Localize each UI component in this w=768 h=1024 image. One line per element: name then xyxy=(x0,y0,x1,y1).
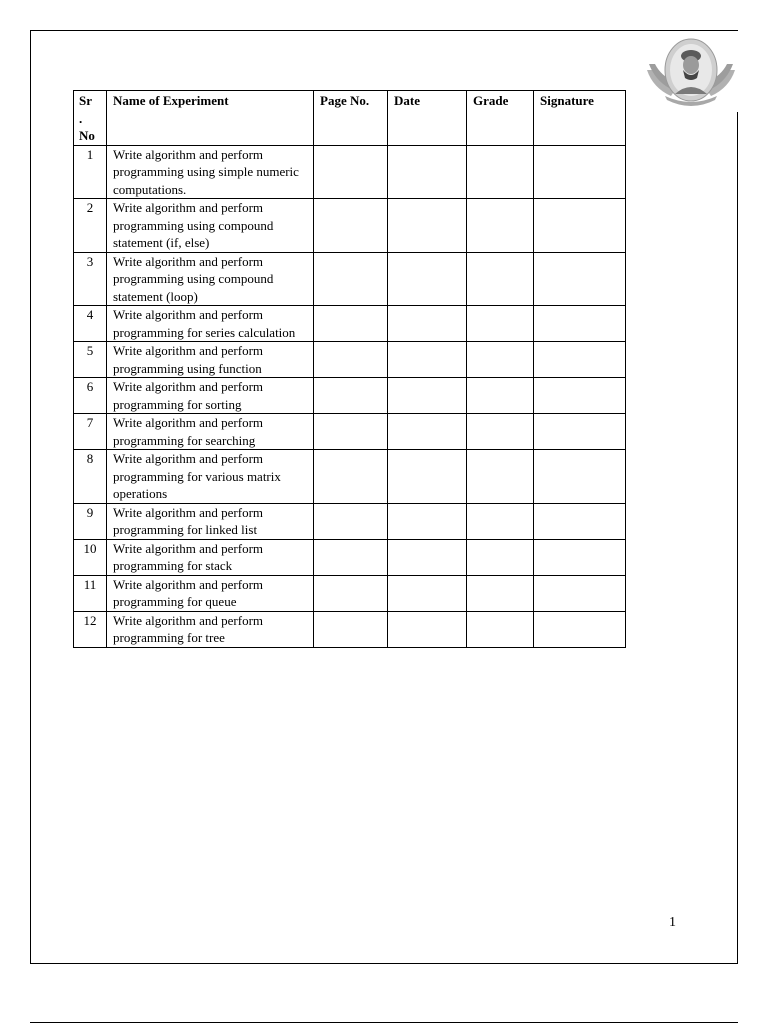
row-page-no-cell xyxy=(314,199,388,253)
row-page-no-cell xyxy=(314,503,388,539)
table-row xyxy=(74,611,626,647)
row-date-cell xyxy=(388,306,467,342)
row-date-cell xyxy=(388,503,467,539)
row-signature-cell xyxy=(534,414,626,450)
row-page-no-cell xyxy=(314,611,388,647)
row-grade-cell xyxy=(467,450,534,504)
row-sr-no: 2 xyxy=(74,199,107,253)
table-row xyxy=(74,575,626,611)
table-row xyxy=(74,378,626,414)
row-sr-no: 3 xyxy=(74,252,107,306)
row-grade-cell xyxy=(467,539,534,575)
row-signature-cell xyxy=(534,306,626,342)
header-name-of-experiment: Name of Experiment xyxy=(107,91,314,146)
row-date-cell xyxy=(388,450,467,504)
table-row xyxy=(74,199,626,253)
row-page-no-cell xyxy=(314,539,388,575)
header-signature: Signature xyxy=(534,91,626,146)
row-date-cell xyxy=(388,199,467,253)
row-grade-cell xyxy=(467,199,534,253)
row-date-cell xyxy=(388,414,467,450)
row-grade-cell xyxy=(467,252,534,306)
row-sr-no: 1 xyxy=(74,145,107,199)
row-signature-cell xyxy=(534,539,626,575)
row-grade-cell xyxy=(467,414,534,450)
table-row xyxy=(74,414,626,450)
row-grade-cell xyxy=(467,611,534,647)
row-sr-no: 9 xyxy=(74,503,107,539)
table-row xyxy=(74,145,626,199)
row-date-cell xyxy=(388,342,467,378)
row-date-cell xyxy=(388,575,467,611)
experiments-table xyxy=(73,90,626,648)
bottom-rule xyxy=(30,1022,738,1023)
row-experiment-name: Write algorithm and perform programming using compound statement (loop) xyxy=(107,252,314,306)
row-experiment-name: Write algorithm and perform programming for various matrix operations xyxy=(107,450,314,504)
row-sr-no: 12 xyxy=(74,611,107,647)
row-page-no-cell xyxy=(314,450,388,504)
row-signature-cell xyxy=(534,503,626,539)
row-page-no-cell xyxy=(314,414,388,450)
row-page-no-cell xyxy=(314,252,388,306)
row-signature-cell xyxy=(534,342,626,378)
table-row xyxy=(74,450,626,504)
page-number: 1 xyxy=(669,915,676,930)
row-page-no-cell xyxy=(314,306,388,342)
row-signature-cell xyxy=(534,199,626,253)
header-page-no: Page No. xyxy=(314,91,388,146)
row-signature-cell xyxy=(534,575,626,611)
row-experiment-name: Write algorithm and perform programming for searching xyxy=(107,414,314,450)
row-experiment-name: Write algorithm and perform programming for stack xyxy=(107,539,314,575)
row-grade-cell xyxy=(467,145,534,199)
row-date-cell xyxy=(388,378,467,414)
row-signature-cell xyxy=(534,145,626,199)
row-date-cell xyxy=(388,611,467,647)
table-row xyxy=(74,306,626,342)
page-right-border xyxy=(737,112,738,964)
row-sr-no: 5 xyxy=(74,342,107,378)
header-date: Date xyxy=(388,91,467,146)
row-sr-no: 7 xyxy=(74,414,107,450)
row-grade-cell xyxy=(467,342,534,378)
row-page-no-cell xyxy=(314,378,388,414)
row-sr-no: 6 xyxy=(74,378,107,414)
row-sr-no: 8 xyxy=(74,450,107,504)
row-date-cell xyxy=(388,252,467,306)
row-date-cell xyxy=(388,539,467,575)
row-grade-cell xyxy=(467,378,534,414)
table-row xyxy=(74,252,626,306)
header-grade: Grade xyxy=(467,91,534,146)
row-page-no-cell xyxy=(314,342,388,378)
row-signature-cell xyxy=(534,378,626,414)
table-header-row xyxy=(74,91,626,146)
row-experiment-name: Write algorithm and perform programming using compound statement (if, else) xyxy=(107,199,314,253)
row-experiment-name: Write algorithm and perform programming for linked list xyxy=(107,503,314,539)
header-sr-no: Sr . No xyxy=(74,91,107,146)
row-date-cell xyxy=(388,145,467,199)
row-grade-cell xyxy=(467,306,534,342)
row-experiment-name: Write algorithm and perform programming using simple numeric computations. xyxy=(107,145,314,199)
row-grade-cell xyxy=(467,503,534,539)
row-experiment-name: Write algorithm and perform programming for sorting xyxy=(107,378,314,414)
row-experiment-name: Write algorithm and perform programming for series calculation xyxy=(107,306,314,342)
row-signature-cell xyxy=(534,450,626,504)
university-emblem-icon xyxy=(645,34,737,110)
row-experiment-name: Write algorithm and perform programming for tree xyxy=(107,611,314,647)
row-sr-no: 11 xyxy=(74,575,107,611)
row-experiment-name: Write algorithm and perform programming for queue xyxy=(107,575,314,611)
row-sr-no: 4 xyxy=(74,306,107,342)
table-row xyxy=(74,342,626,378)
row-grade-cell xyxy=(467,575,534,611)
row-signature-cell xyxy=(534,611,626,647)
row-page-no-cell xyxy=(314,145,388,199)
row-sr-no: 10 xyxy=(74,539,107,575)
table-row xyxy=(74,503,626,539)
row-page-no-cell xyxy=(314,575,388,611)
table-row xyxy=(74,539,626,575)
row-signature-cell xyxy=(534,252,626,306)
row-experiment-name: Write algorithm and perform programming using function xyxy=(107,342,314,378)
